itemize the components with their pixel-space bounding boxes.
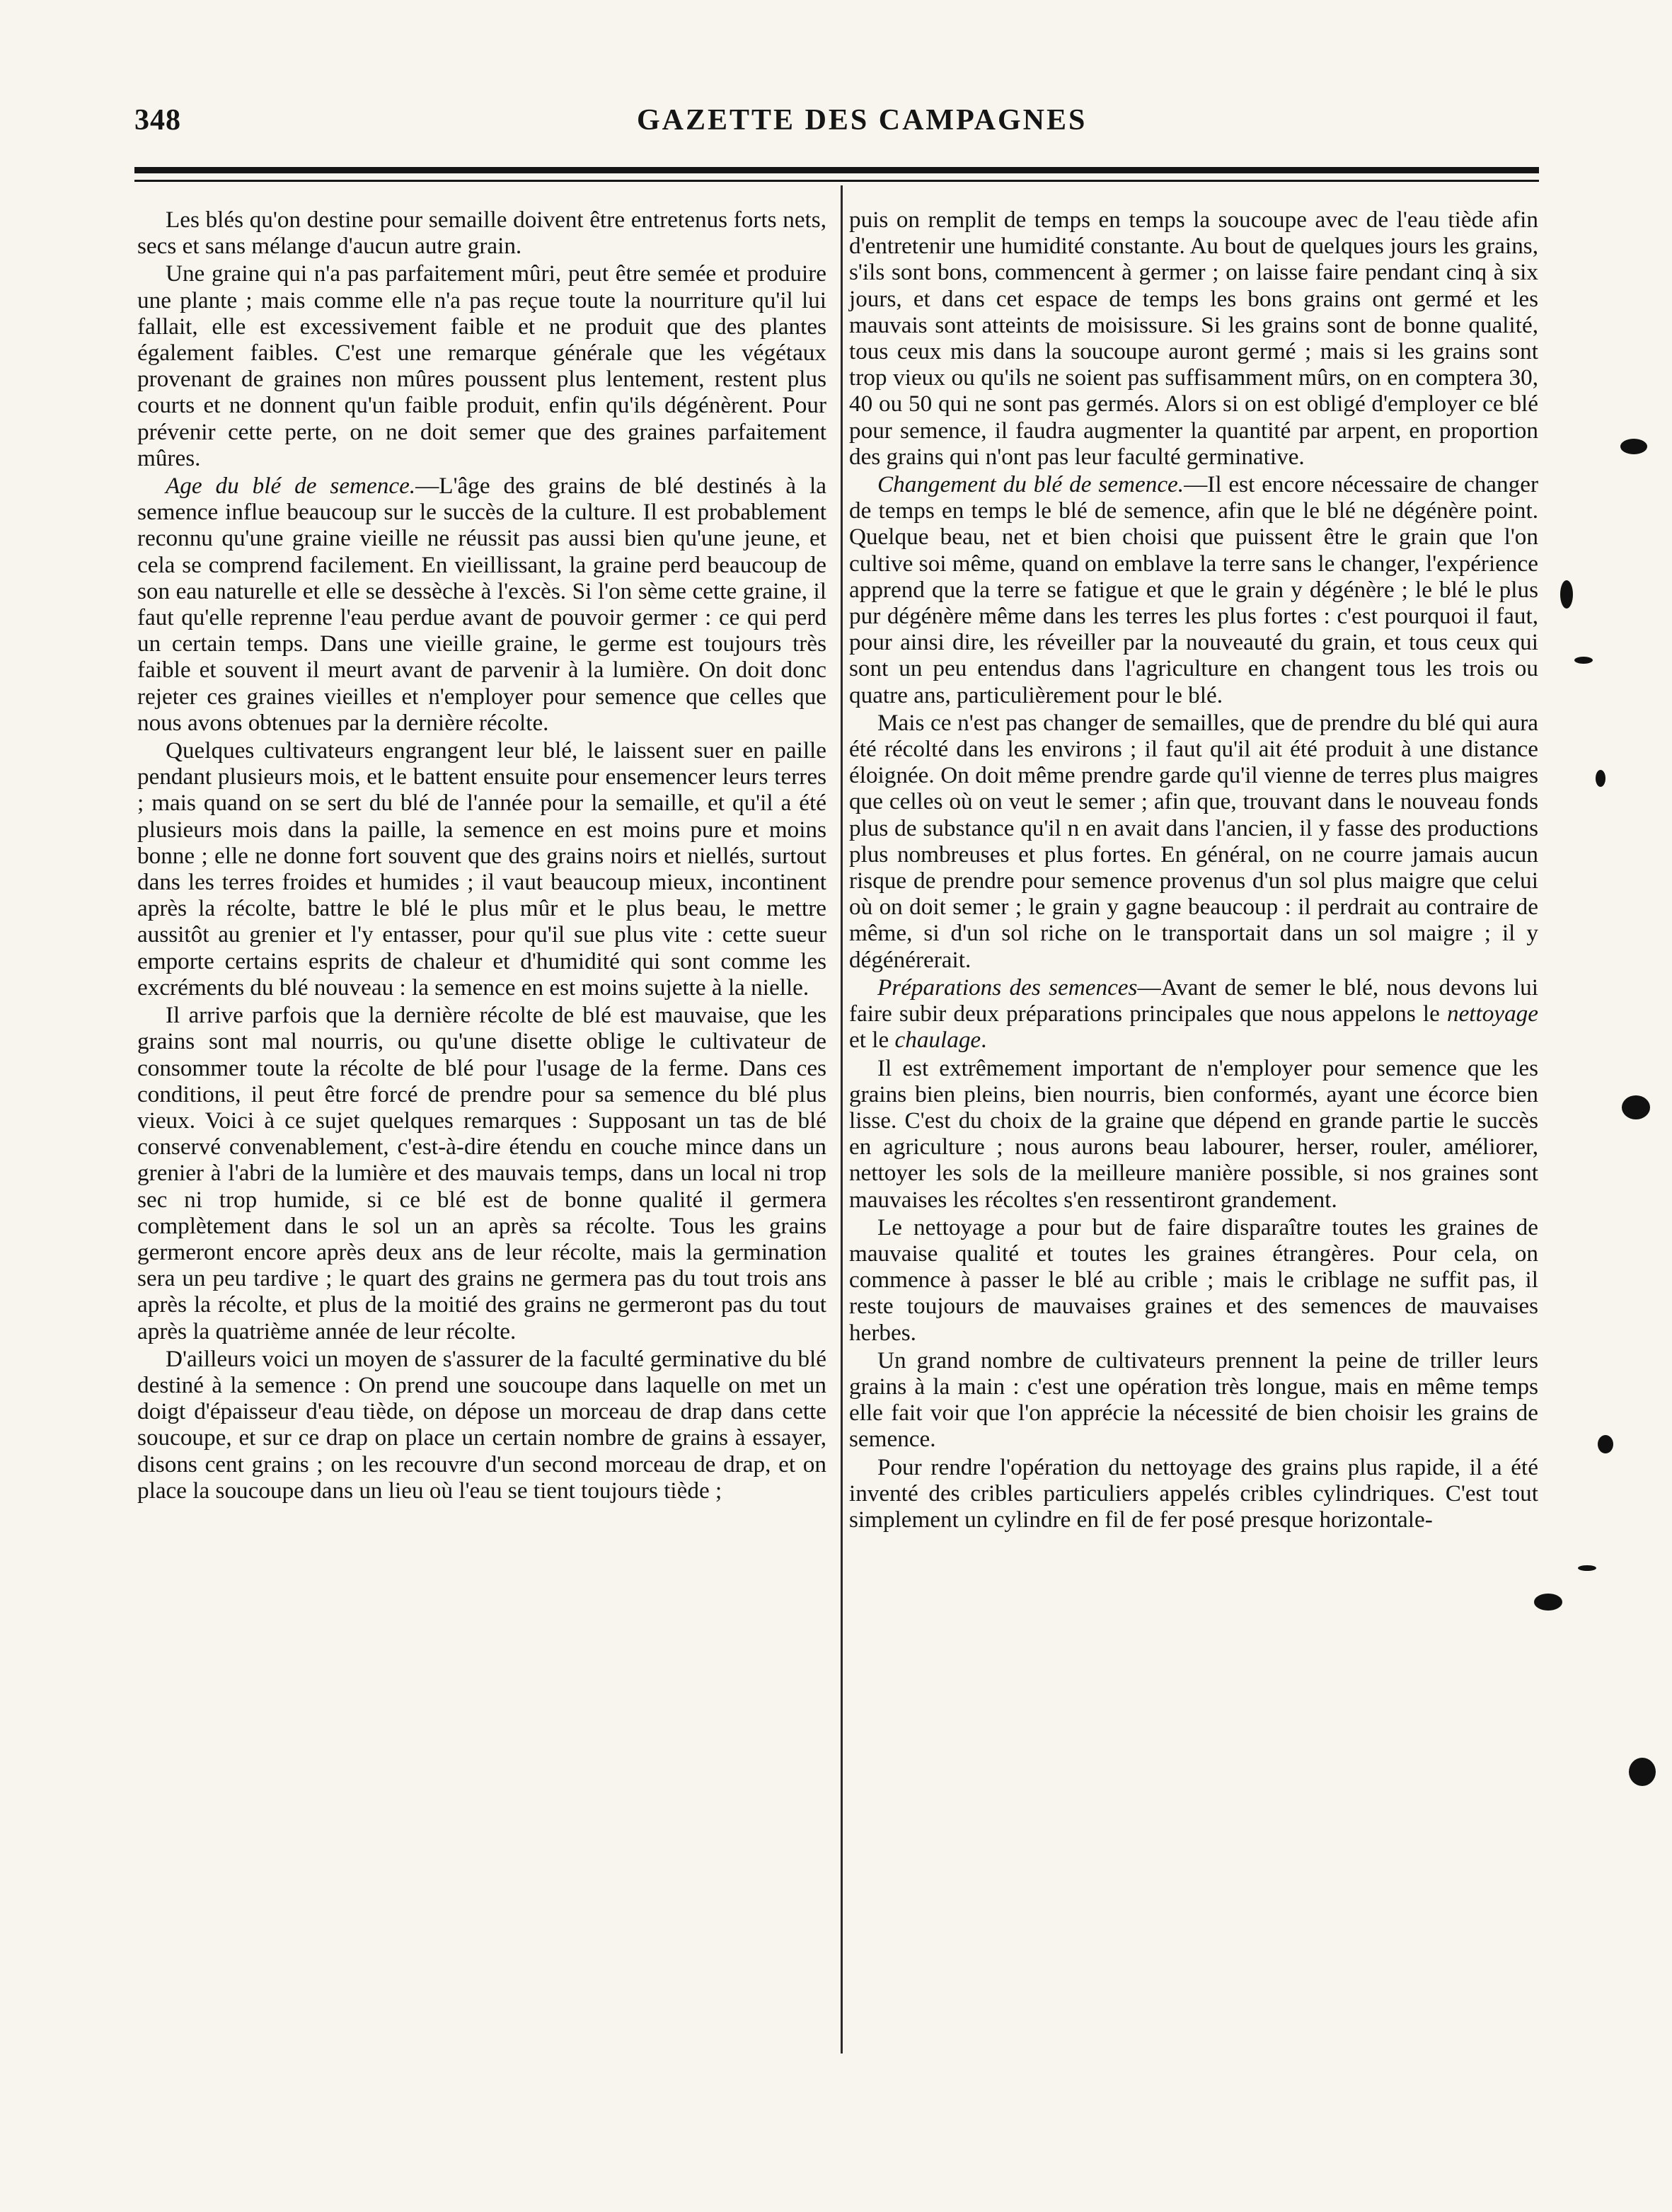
ink-speck: [1534, 1594, 1562, 1611]
paragraph: Pour rendre l'opération du nettoyage des grains plus rapide, il a été inventé des cribles particuliers appelés cribles cylindriques. C'est tout simplement un cylindre en fil de fer posé presque horizontale-: [849, 1453, 1538, 1533]
ink-speck: [1596, 770, 1605, 787]
italic-term: chaulage: [894, 1027, 981, 1054]
ink-speck: [1598, 1435, 1613, 1453]
running-title: GAZETTE DES CAMPAGNES: [637, 104, 1088, 137]
header-rule-thin: [134, 180, 1539, 182]
paragraph: Il est extrêmement important de n'employer pour semence que les grains bien pleins, bien nourris, bien conformés, ayant une écorce bien lisse. C'est du choix de la graine que dépend en grande partie le succès en agriculture ; nous aurons beau labourer, herser, rouler, améliorer, nettoyer les sols de la meilleure manière possible, si nos graines sont mauvaises les récoltes s'en ressentiront grandement.: [849, 1054, 1538, 1213]
page-number: 348: [134, 104, 181, 137]
ink-speck: [1629, 1758, 1656, 1786]
left-column: [137, 207, 826, 1505]
italic-term: nettoyage: [1446, 1001, 1538, 1027]
section-heading: Préparations des semences: [877, 974, 1138, 1001]
paragraph-text: —L'âge des grains de blé destinés à la semence influe beaucoup sur le succès de la culture. Il est probablement reconnu qu'une graine vieille ne réussit pas aussi bien qu'une jeune, et cela se comprend facilement. En vieillissant, la graine perd beaucoup de son eau naturelle et elle se dessèche à l'excès. Si l'on sème cette graine, il faut qu'elle reprenne l'eau perdue avant de pouvoir germer : ce qui perd un certain temps. Dans une vieille graine, le germe est toujours très faible et souvent il meurt avant de parvenir à la lumière. On doit donc rejeter ces graines vieilles et n'employer pour semence que celles que nous avons obtenues par la dernière récolte.: [137, 473, 826, 736]
paragraph: Le nettoyage a pour but de faire disparaître toutes les graines de mauvaise qualité et toutes les graines étrangères. Pour cela, on commence à passer le blé au crible ; mais le criblage ne suffit pas, il reste toujours de mauvaises graines et des semences de mauvaises herbes.: [849, 1214, 1538, 1346]
ink-speck: [1560, 580, 1573, 609]
paragraph: puis on remplit de temps en temps la soucoupe avec de l'eau tiède afin d'entretenir une humidité constante. Au bout de quelques jours les grains, s'ils sont bons, commencent à germer ; on laisse faire pendant cinq à six jours, et dans cet espace de temps les bons grains ont germé et les mauvais sont atteints de moisissure. Si les grains sont de bonne qualité, tous ceux mis dans la soucoupe auront germé ; mais si les grains sont trop vieux ou qu'ils ne soient pas suffisamment mûrs, on en comptera 30, 40 ou 50 qui ne sont pas germés. Alors si on est obligé d'employer ce blé pour semence, il faudra augmenter la quantité par arpent, en proportion des grains qui n'ont pas leur faculté germinative.: [849, 207, 1538, 470]
section-heading: Age du blé de semence.: [166, 473, 416, 500]
paragraph: D'ailleurs voici un moyen de s'assurer de la faculté germinative du blé destiné à la semence : On prend une soucoupe dans laquelle on met un doigt d'épaisseur d'eau tiède, on dépose un morceau de drap dans cette soucoupe, et sur ce drap on place un certain nombre de grains à essayer, disons cent grains ; on les recouvre d'un second morceau de drap, et on place la soucoupe dans un lieu où l'eau se tient toujours tiède ;: [137, 1345, 826, 1504]
column-divider: [841, 185, 843, 2053]
paragraph: Quelques cultivateurs engrangent leur blé, le laissent suer en paille pendant plusieurs mois, et le battent ensuite pour ensemencer leurs terres ; mais quand on se sert du blé de l'année pour la semaille, et qu'il a été plusieurs mois dans la paille, la semence en est moins pure et moins bonne ; elle ne donne fort souvent que des grains noirs et niellés, surtout dans les terres froides et humides ; il vaut beaucoup mieux, incontinent après la récolte, battre le blé le plus mûr et le plus beau, le mettre aussitôt au grenier et l'y entasser, pour qu'il sue plus vite : cette sueur emporte certains esprits de chaleur et d'humidité qui sont comme les excréments du blé nouveau : la semence en est moins sujette à la nielle.: [137, 737, 826, 1001]
paragraph: Un grand nombre de cultivateurs prennent la peine de triller leurs grains à la main : c'est une opération très longue, mais en même temps elle fait voir que l'on apprécie la nécessité de bien choisir les grains de semence.: [849, 1347, 1538, 1453]
paragraph-text: —Il est encore nécessaire de changer de temps en temps le blé de semence, afin que le blé ne dégénère point. Quelque beau, net et bien choisi que puissent être le grain que l'on cultive soi même, quand on emblave la terre sans le changer, l'expérience apprend que la terre se fatigue et que le grain y dégénère ; le blé le plus pur dégénère même dans les terres les plus fortes : c'est pourquoi il faut, pour ainsi dire, les réveiller par la nouveauté du grain, et tous ceux qui sont un peu entendus dans l'agriculture en changent tous les trois ou quatre ans, particulièrement pour le blé.: [849, 471, 1538, 708]
paragraph-text: et le: [849, 1027, 895, 1054]
ink-speck: [1578, 1565, 1596, 1571]
ink-speck: [1574, 657, 1593, 664]
paragraph: Mais ce n'est pas changer de semailles, que de prendre du blé qui aura été récolté dans les environs ; il faut qu'il ait été produit à une distance éloignée. On doit même prendre garde qu'il vienne de terres plus maigres que celles où on veut le semer ; afin que, trouvant dans le nouveau fonds plus de substance qu'il n en avait dans l'ancien, il y fasse des productions plus nombreuses et plus fortes. En général, on ne courre jamais aucun risque de prendre pour semence provenus d'un sol plus maigre que celui où on doit semer ; le grain y gagne beaucoup : il perdrait au contraire de même, si d'un sol riche on le transportait dans un sol maigre ; il y dégénérerait.: [849, 709, 1538, 973]
ink-speck: [1620, 439, 1647, 454]
right-column: [849, 207, 1538, 1534]
paragraph-text: .: [981, 1027, 987, 1054]
ink-speck: [1622, 1095, 1650, 1119]
paragraph: [849, 471, 1538, 708]
paragraph: [137, 473, 826, 736]
header-rule-thick: [134, 167, 1539, 173]
section-heading: Changement du blé de semence.: [877, 471, 1184, 498]
paragraph-text: —Avant de semer le blé, nous devons lui faire subir deux préparations principales que nous appelons le: [849, 974, 1538, 1027]
paragraph: [849, 974, 1538, 1054]
paragraph: Une graine qui n'a pas parfaitement mûri, peut être semée et produire une plante ; mais comme elle n'a pas reçue toute la nourriture qu'il lui fallait, elle est excessivement faible et ne produit que des plantes également faibles. C'est une remarque générale que les végétaux provenant de graines non mûres poussent plus lentement, restent plus courts et ne donnent qu'un faible produit, enfin qu'ils dégénèrent. Pour prévenir cette perte, on ne doit semer que des graines parfaitement mûres.: [137, 260, 826, 471]
paragraph: Il arrive parfois que la dernière récolte de blé est mauvaise, que les grains sont mal nourris, ou qu'une disette oblige le cultivateur de consommer toute la récolte de blé pour l'usage de la ferme. Dans ces conditions, il peut être forcé de prendre pour sa semence du blé plus vieux. Voici à ce sujet quelques remarques : Supposant un tas de blé conservé convenablement, c'est-à-dire étendu en couche mince dans un grenier à l'abri de la lumière et des mauvais temps, dans un local ni trop sec ni trop humide, si ce blé est de bonne qualité il germera complètement dans le sol un an après sa récolte. Tous les grains germeront encore après deux ans de leur récolte, mais la germination sera un peu tardive ; le quart des grains ne germera pas du tout trois ans après la récolte, et plus de la moitié des grains ne germeront pas du tout après la quatrième année de leur récolte.: [137, 1002, 826, 1344]
paragraph: Les blés qu'on destine pour semaille doivent être entretenus forts nets, secs et sans mélange d'aucun autre grain.: [137, 207, 826, 260]
